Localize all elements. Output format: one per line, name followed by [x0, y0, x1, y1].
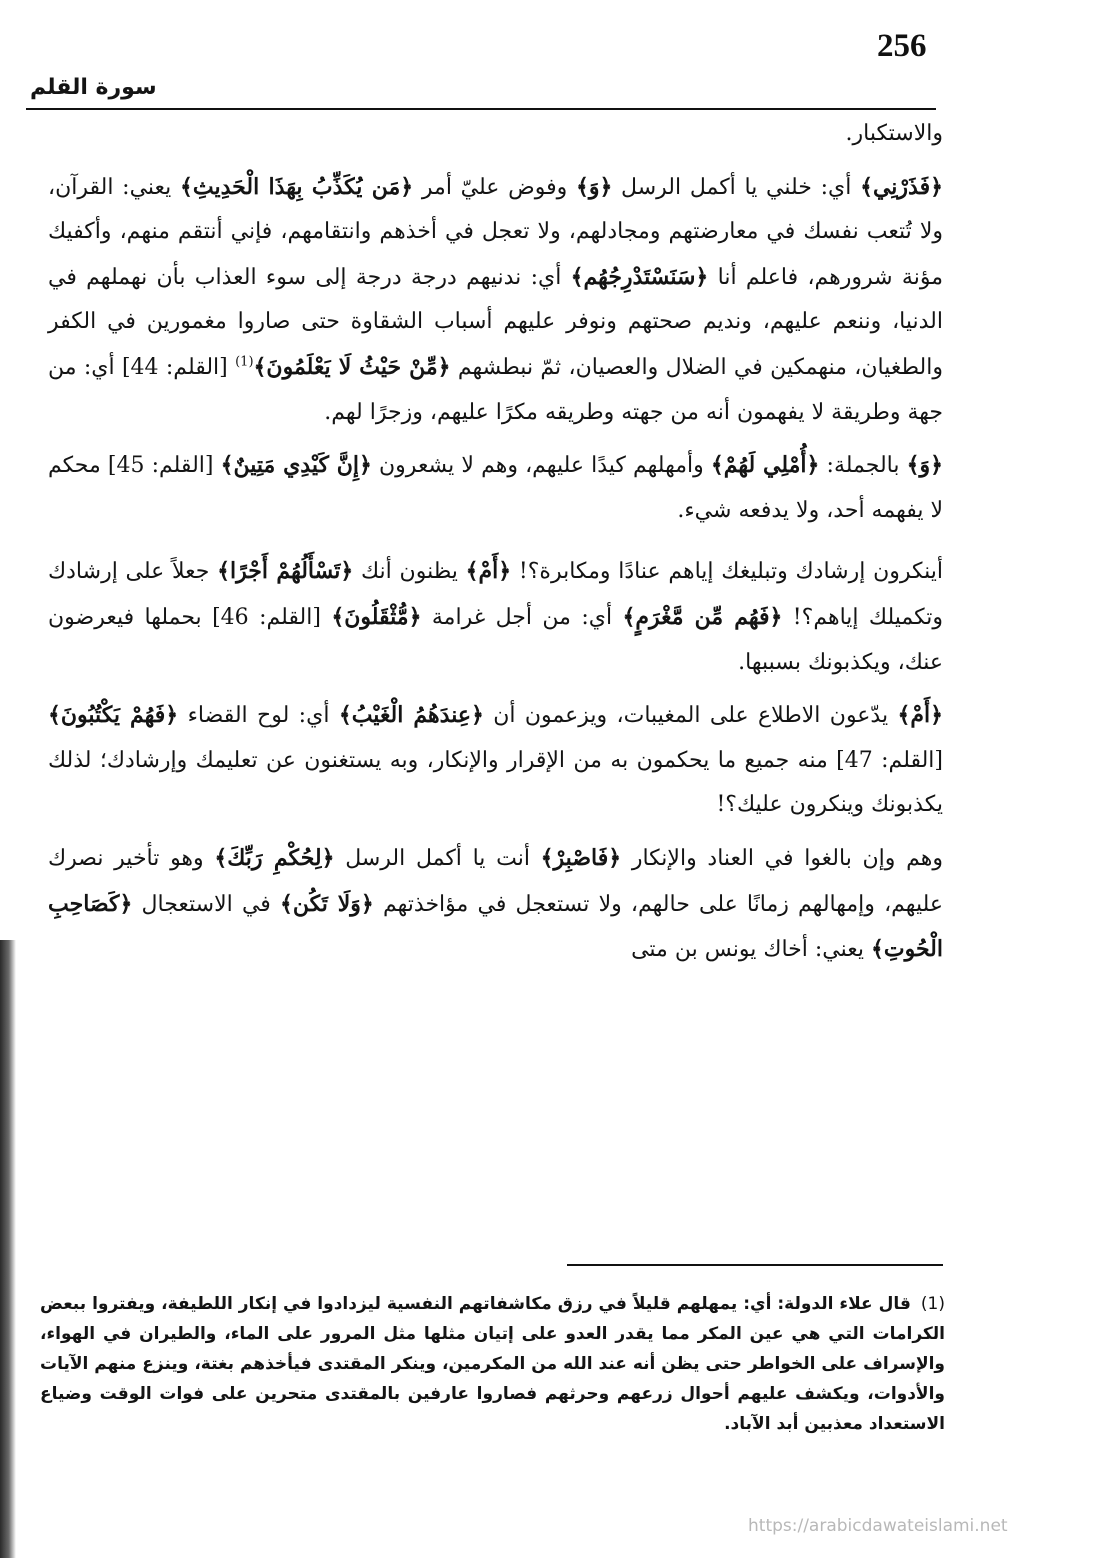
quran-phrase: ﴿سَنَسْتَدْرِجُهُم﴾ — [570, 263, 709, 290]
quran-phrase: ﴿أَمْ﴾ — [465, 558, 512, 585]
watermark-url: https://arabicdawateislami.net — [748, 1516, 1008, 1536]
quran-phrase: ﴿تَسْأَلُهُمْ أَجْرًا﴾ — [217, 558, 354, 585]
paragraph-5: ﴿أَمْ﴾ يدّعون الاطلاع على المغيبات، ويزعمون أن ﴿عِندَهُمُ الْغَيْبُ﴾ أي: لوح القضاء ﴿فَهُمْ يَكْتُبُونَ﴾ [القلم: 47] منه جميع ما يحكمون به من الإقرار والإنكار، وبه يستغنون عن تعليمك وإرشادك؛ لذلك يكذبونك وينكرون عليك؟! — [48, 702, 944, 818]
quran-phrase: ﴿كَصَاحِبِ الْحُوتِ﴾ — [48, 890, 943, 963]
quran-phrase: ﴿فَهُم مِّن مَّغْرَمٍ﴾ — [622, 603, 783, 630]
quran-phrase: ﴿أُمْلِي لَهُمْ﴾ — [710, 452, 820, 479]
footnote-number: (1) — [920, 1294, 945, 1314]
quran-phrase: ﴿عِندَهُمُ الْغَيْبُ﴾ — [338, 702, 484, 729]
header-rule — [26, 108, 936, 110]
quran-phrase: ﴿فَهُمْ يَكْتُبُونَ﴾ — [48, 702, 179, 729]
surah-title: سورة القلم — [30, 75, 157, 100]
quran-phrase: ﴿لِحُكْمِ رَبِّكَ﴾ — [214, 844, 335, 871]
quran-phrase: ﴿مِّنْ حَيْثُ لَا يَعْلَمُونَ﴾ — [253, 353, 451, 380]
tafsir-body — [48, 112, 943, 973]
footnote-item — [40, 1289, 945, 1439]
quran-phrase: ﴿وَ﴾ — [575, 173, 613, 200]
paragraph-6: وهم وإن بالغوا في العناد والإنكار ﴿فَاصْبِرْ﴾ أنت يا أكمل الرسل ﴿لِحُكْمِ رَبِّكَ﴾ وهو تأخير نصرك عليهم، وإمهالهم زمانًا على حالهم، ولا تستعجل في مؤاخذتهم ﴿وَلَا تَكُن﴾ في الاستعجال ﴿كَصَاحِبِ الْحُوتِ﴾ يعني: أخاك يونس بن متى — [48, 844, 943, 963]
scan-edge-shadow — [0, 940, 16, 1558]
footnote-rule — [567, 1264, 943, 1266]
quran-phrase: ﴿إِنَّ كَيْدِي مَتِينٌ﴾ — [220, 452, 372, 479]
footnote-reference: (1) — [235, 354, 254, 370]
quran-phrase: ﴿مُّثْقَلُونَ﴾ — [331, 603, 422, 630]
quran-phrase: ﴿فَاصْبِرْ﴾ — [540, 844, 622, 871]
paragraph-2: ﴿فَذَرْنِي﴾ أي: خلني يا أكمل الرسل ﴿وَ﴾ وفوض عليّ أمر ﴿مَن يُكَذِّبُ بِهَذَا الْحَدِيثِ﴾ يعني: القرآن، ولا تُتعب نفسك في معارضتهم ومجادلهم، ولا تعجل في أخذهم وانتقامهم، فإني أنتقم منهم، وأكفيك مؤنة شرورهم، فاعلم أنا ﴿سَنَسْتَدْرِجُهُم﴾ أي: ندنيهم درجة درجة إلى سوء العذاب بأن نهملهم في الدنيا، وننعم عليهم، ونديم صحتهم ونوفر عليهم أسباب الشقاوة حتى صاروا مغمورين في الكفر والطغيان، منهمكين في الضلال والعصيان، ثمّ نبطشهم ﴿مِّنْ حَيْثُ لَا يَعْلَمُونَ﴾$^{(1)}$ [القلم: 44] أي: من جهة وطريقة لا يفهمون أنه من جهته وطريقه مكرًا عليهم، وزجرًا لهم. — [48, 173, 943, 425]
paragraph-4: أينكرون إرشادك وتبليغك إياهم عنادًا ومكابرة؟! ﴿أَمْ﴾ يظنون أنك ﴿تَسْأَلُهُمْ أَجْرًا﴾ جعلاً على إرشادك وتكميلك إياهم؟! ﴿فَهُم مِّن مَّغْرَمٍ﴾ أي: من أجل غرامة ﴿مُّثْقَلُونَ﴾ [القلم: 46] بحملها فيعرضون عنك، ويكذبونك بسببها. — [48, 558, 944, 675]
footnotes — [40, 1289, 945, 1439]
quran-phrase: ﴿مَن يُكَذِّبُ بِهَذَا الْحَدِيثِ﴾ — [180, 173, 414, 200]
footnote-text: قال علاء الدولة: أي: يمهلهم قليلاً في رزق مكاشفاتهم النفسية ليزدادوا في إنكار اللطيفة، ويفتروا ببعض الكرامات التي هي عين المكر مما يقدر العدو على إتيان مثلها مثل المرور على الماء، والطيران في الهواء، والإسراف على الخواطر حتى يظن أنه عند الله من المكرمين، وينكر المقتدى فيأخذهم بغتة، وينزع منهم الآيات والأدوات، ويكشف عليهم أحوال زرعهم وحرثهم فصاروا عارفين بالمقتدى متحرين على فوات الوقت وضياع الاستعداد معذبين أبد الآباد. — [40, 1294, 945, 1434]
paragraph-1: والاستكبار. — [845, 121, 943, 146]
paragraph-3: ﴿وَ﴾ بالجملة: ﴿أُمْلِي لَهُمْ﴾ وأمهلهم كيدًا عليهم، وهم لا يشعرون ﴿إِنَّ كَيْدِي مَتِينٌ﴾ [القلم: 45] محكم لا يفهمه أحد، ولا يدفعه شيء. — [48, 452, 944, 523]
quran-phrase: ﴿أَمْ﴾ — [897, 702, 944, 729]
page-number: 256 — [877, 28, 927, 64]
quran-phrase: ﴿فَذَرْنِي﴾ — [860, 173, 943, 200]
quran-phrase: ﴿وَلَا تَكُن﴾ — [280, 890, 374, 917]
quran-phrase: ﴿وَ﴾ — [906, 452, 944, 479]
